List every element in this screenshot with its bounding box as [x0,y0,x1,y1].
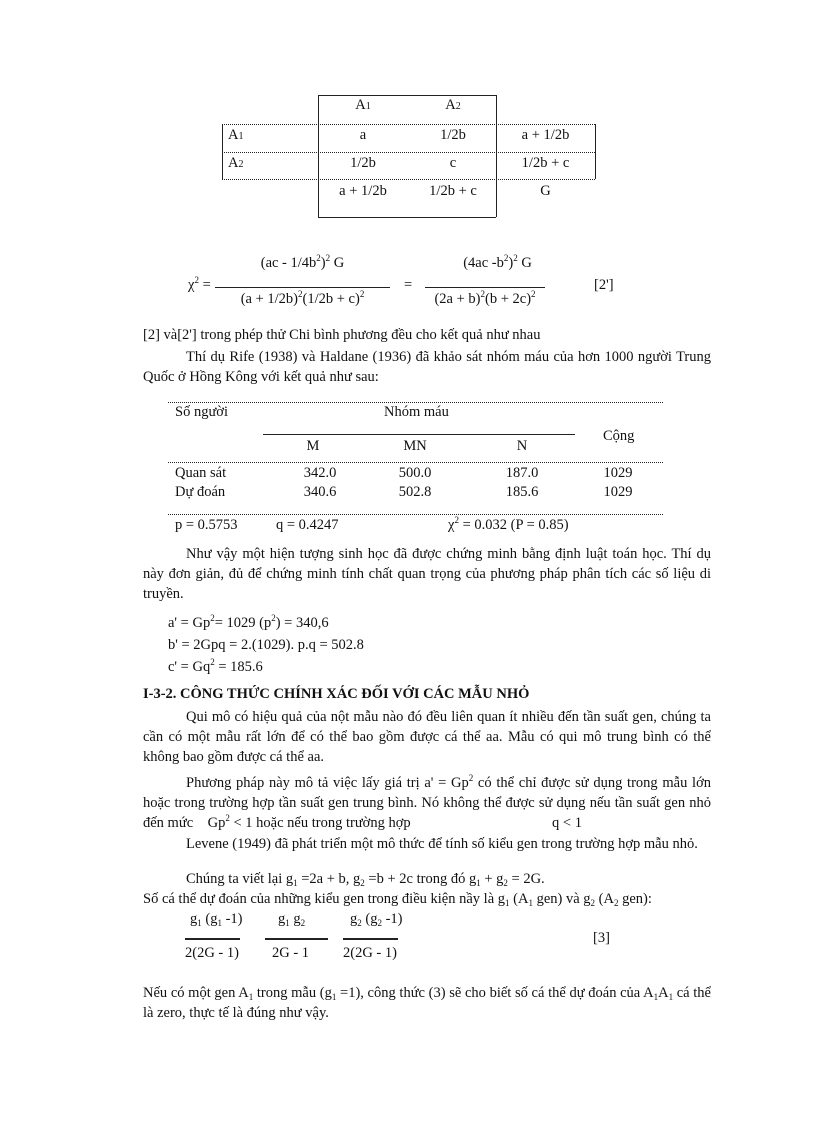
table-cell: 187.0 [505,465,539,481]
equation-a: $a' = Gp^2= 1029$ $(p^2) = 340,6$ [168,613,329,631]
group-mn: MN [403,438,427,454]
paragraph: Như vậy một hiện tượng sinh học đã được chứng minh bằng định luật toán học. Thí dụ này đơn giản, đủ để chứng minh tính chất quan trọng của phương pháp phân tích các số liệu di truyền. [143,546,711,602]
table-cell: c [449,155,457,171]
row-label-a2: A2 [228,155,244,171]
paragraph: Phương pháp này mô tả việc lấy giá trị $a' = Gp^2$ có thể chỉ được sử dụng trong mẫu lớn hoặc trong trường hợp tần suất gen trung bình. Nó không thể được sử dụng nếu tần suất gen nhỏ đến mức $Gp^2 < 1$ hoặc nếu trong trường hợp q < 1 [143,773,711,831]
fraction-1-numerator: $g_1$ ($g_1$ -1) [190,911,243,928]
table-cell: 185.6 [505,484,539,500]
table-cell: 1029 [603,465,633,481]
table-cell: 502.8 [398,484,432,500]
table-cell: 500.0 [398,465,432,481]
denominator-1: $(a + 1/2b)^2(1/2b + c)^2$ [240,289,365,307]
table-cell: G [540,183,551,199]
fraction-3-numerator: $g_2$ ($g_2$ -1) [350,911,403,928]
numerator-1: $(ac - 1/4b^2)^2$ G [260,253,345,271]
table-cell: 1/2b + c [429,183,477,199]
section-heading: I-3-2. CÔNG THỨC CHÍNH XÁC ĐỐI VỚI CÁC MẪU NHỎ [143,686,530,702]
fraction-bar [185,938,240,940]
denominator-2: $(2a + b)^2(b + 2c)^2$ [434,289,536,307]
numerator-2: (4ac $-b^2)^2$ G [463,253,532,271]
fraction-bar [425,287,545,288]
row-label: Quan sát [175,465,227,481]
chi-symbol: $\chi^2$ = [188,275,211,293]
table-cell: a [359,127,367,143]
col-header-people: Số người [175,404,228,420]
equation-b: b' = 2Gpq = 2.(1029). p.q = 502.8 [168,637,364,653]
col-header-a2: A2 [445,97,461,113]
footer-chi: $\chi^2 = 0.032$ (P = 0.85) [448,515,569,533]
fraction-2-denominator: 2G - 1 [272,945,310,961]
row-label: Dự đoán [175,484,226,500]
col-header-group: Nhóm máu [384,404,449,420]
paragraph: Số cá thể dự đoán của những kiểu gen trong điều kiện nầy là $g_1$ ($A_1$ gen) và $g_2$ ($A_2$ gen): [143,891,652,908]
table-cell: 1/2b + c [521,155,570,171]
group-m: M [306,438,320,454]
table-cell: 340.6 [303,484,337,500]
paragraph: Levene (1949) đã phát triển một mô thức để tính số kiểu gen trong trường hợp mẫu nhỏ. [186,836,698,852]
paragraph: Chúng ta viết lại $g_1 =2a + b$, $g_2 =b + 2c$ trong đó $g_1 + g_2 = 2G$. [186,871,545,888]
fraction-2-numerator: $g_1$ $g_2$ [278,911,306,928]
table-cell: 1029 [603,484,633,500]
paragraph: Nếu có một gen $A_1$ trong mẫu $(g_1 =1)$, công thức (3) sẽ cho biết số cá thể dự đoán của $A_1A_1$ cá thể là zero, thực tế là đúng như vậy. [143,985,711,1021]
equation-label: [2'] [594,277,614,293]
table-cell: a + 1/2b [339,183,387,199]
col-header-a1: A1 [355,97,371,113]
fraction-3-denominator: 2(2G - 1) [343,945,397,961]
equals: = [404,277,413,293]
table-cell: 1/2b [440,127,466,143]
equation-c: $c' = Gq^2 = 185.6$ [168,657,263,675]
group-n: N [516,438,528,454]
row-label-a1: A1 [228,127,244,143]
footer-q: q = 0.4247 [276,517,339,533]
paragraph: [2] và[2'] trong phép thử Chi bình phương đều cho kết quả như nhau [143,327,541,343]
equation-label: [3] [593,930,610,946]
fraction-bar [343,938,398,940]
fraction-bar [215,287,390,288]
table-cell: 342.0 [303,465,337,481]
fraction-bar [265,938,328,940]
fraction-1-denominator: 2(2G - 1) [185,945,239,961]
paragraph: Qui mô có hiệu quả của nột mẫu nào đó đều liên quan ít nhiều đến tần suất gen, chúng ta cần có một mẫu rất lớn để có thể bao gồm được cá thể aa. Mẫu có qui mô trung bình có thể không bao gồm được cá thể aa. [143,709,711,765]
table-cell: 1/2b [350,155,376,171]
paragraph: Thí dụ Rife (1938) và Haldane (1936) đã khảo sát nhóm máu của hơn 1000 người Trung Quốc ở Hồng Kông với kết quả như sau: [143,349,711,385]
footer-p: p = 0.5753 [175,517,238,533]
col-header-total: Cộng [603,428,635,444]
table-cell: a + 1/2b [521,127,570,143]
